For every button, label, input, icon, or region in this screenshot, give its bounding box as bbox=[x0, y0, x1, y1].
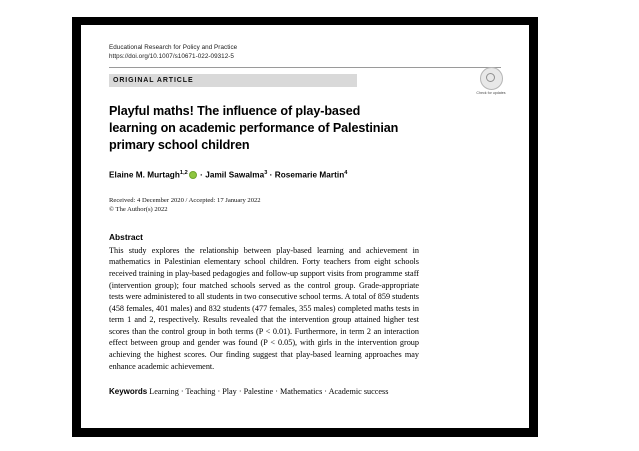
abstract-text: This study explores the relationship between play-based learning and achievement in mathematics in Palestinian elementary school children. Forty teachers from eight schools received training in play-based pedagogies and follow-up support visits from programme staff (intervention group); four matched schools served as the control group. Grade-appropriate tests were administered to all students in two consecutive school terms. A total of 859 students (458 females, 401 males) and 832 students (477 females, 355 males) completed maths tests in term 1 and 2, respectively. Results revealed that the intervention group attained higher test scores than the control group in both terms (P < 0.01). Furthermore, in term 2 an interaction effect between group and gender was found (P < 0.05), with girls in the intervention group achieving the highest scores. Our finding suggest that play-based learning approaches may enhance academic achievement. bbox=[109, 245, 419, 371]
publication-dates bbox=[109, 196, 501, 215]
copyright-line: © The Author(s) 2022 bbox=[109, 206, 168, 214]
journal-name: Educational Research for Policy and Practice bbox=[109, 44, 238, 51]
author-2-affiliation-marker: 3 bbox=[264, 170, 268, 176]
orcid-icon[interactable] bbox=[189, 171, 197, 179]
article-type-label: ORIGINAL ARTICLE bbox=[113, 77, 194, 84]
received-accepted-line: Received: 4 December 2020 / Accepted: 17 January 2022 bbox=[109, 196, 261, 204]
abstract-heading: Abstract bbox=[109, 231, 143, 242]
header-divider bbox=[109, 67, 501, 68]
doi-link[interactable]: https://doi.org/10.1007/s10671-022-09312-5 bbox=[109, 53, 234, 60]
author-1-affiliation-marker: 1,2 bbox=[179, 170, 188, 176]
paper-page bbox=[81, 25, 529, 428]
keywords-values: Learning · Teaching · Play · Palestine · Mathematics · Academic success bbox=[149, 387, 389, 397]
crossmark-badge[interactable] bbox=[473, 67, 509, 103]
crossmark-icon bbox=[480, 67, 503, 90]
author-3-name: · Rosemarie Martin bbox=[267, 170, 345, 180]
crossmark-label: Check for updates bbox=[476, 91, 506, 95]
paper-image-frame bbox=[72, 17, 538, 437]
author-3-affiliation-marker: 4 bbox=[344, 170, 348, 176]
article-type-band bbox=[109, 74, 357, 87]
keywords-line bbox=[109, 386, 419, 398]
paper-title: Playful maths! The influence of play-based learning on academic performance of Palestinian primary school children bbox=[109, 104, 399, 152]
author-1-name: Elaine M. Murtagh bbox=[109, 170, 180, 180]
author-list bbox=[109, 170, 501, 180]
author-2-name: · Jamil Sawalma bbox=[197, 170, 265, 180]
keywords-label: Keywords bbox=[109, 387, 148, 397]
